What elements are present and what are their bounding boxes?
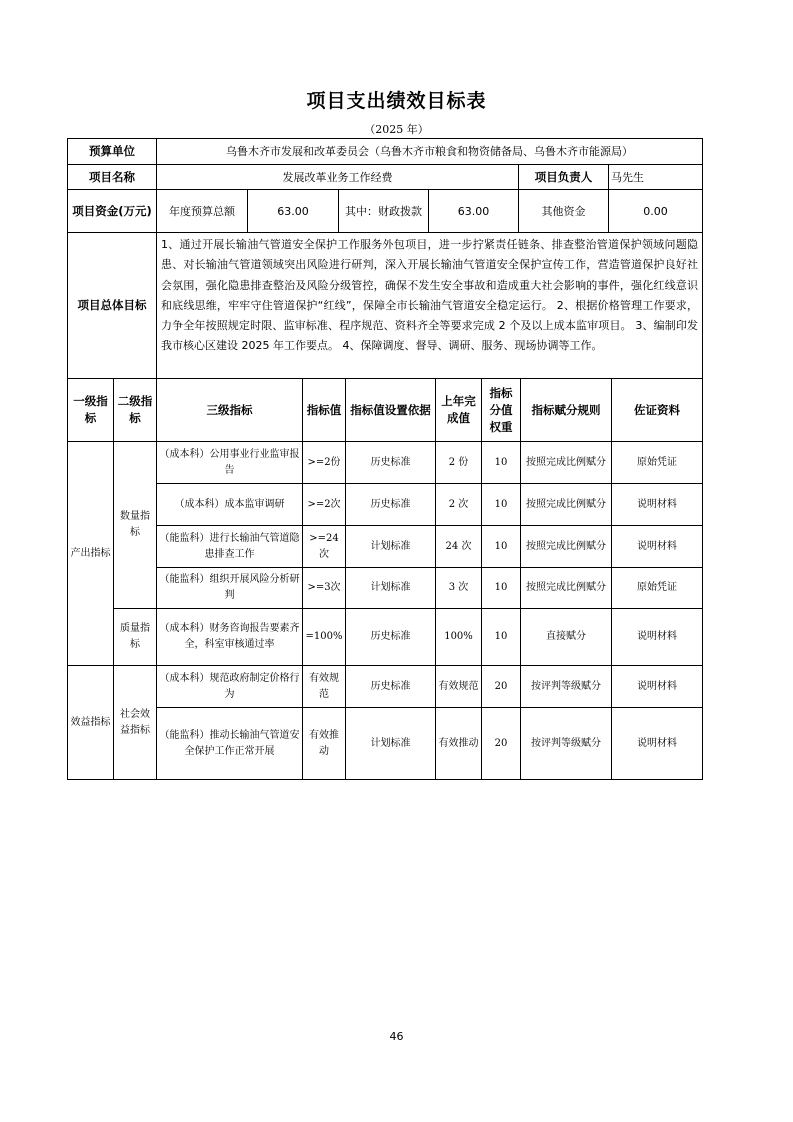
col-last: 上年完成值: [435, 378, 482, 442]
indicator-rule: 按照完成比例赋分: [520, 483, 612, 526]
indicator-evidence: 说明材料: [611, 608, 703, 666]
indicator-rule: 按评判等级赋分: [520, 707, 612, 780]
group-benefit: 效益指标: [67, 665, 114, 780]
indicator-weight: 20: [481, 707, 521, 780]
indicator-name: （能监科）进行长输油气管道隐患排查工作: [156, 525, 303, 568]
group-social: 社会效益指标: [113, 665, 157, 780]
annual-label: 年度预算总额: [156, 189, 248, 233]
indicator-basis: 计划标准: [345, 567, 436, 609]
indicator-evidence: 说明材料: [611, 525, 703, 568]
page-title: 项目支出绩效目标表: [306, 90, 487, 112]
indicator-value: >=2份: [302, 441, 346, 484]
col-level2: 二级指标: [113, 378, 157, 442]
indicator-rule: 按照完成比例赋分: [520, 567, 612, 609]
indicator-evidence: 说明材料: [611, 483, 703, 526]
indicator-basis: 历史标准: [345, 483, 436, 526]
col-evidence: 佐证资料: [611, 378, 703, 442]
fiscal-value: 63.00: [428, 189, 519, 233]
goal-text: 1、通过开展长输油气管道安全保护工作服务外包项目，进一步拧紧责任链条、排查整治管道保护领域问题隐患、对长输油气管道领域突出风险进行研判，深入开展长输油气管道安全保护宣传工作，营造管道保护良好社会氛围，强化隐患排查整治及风险分级管控，确保不发生安全事故和造成重大社会影响的事件，强化红线意识和底线思维，牢牢守住管道保护“红线”，保障全市长输油气管道安全稳定运行。 2、根据价格管理工作要求，力争全年按照规定时限、监审标准、程序规范、资料齐全等要求完成 2 个及以上成本监审项目。 3、编制印发我市核心区建设 2025 年工作要点。 4、保障调度、督导、调研、服务、现场协调等工作。: [156, 232, 703, 379]
indicator-weight: 10: [481, 608, 521, 666]
col-rule: 指标赋分规则: [520, 378, 612, 442]
unit-label: 预算单位: [67, 138, 157, 165]
leader-value: 马先生: [608, 164, 703, 190]
indicator-name: （成本科）成本监审调研: [156, 483, 303, 526]
indicator-name: （成本科）规范政府制定价格行为: [156, 665, 303, 708]
col-basis: 指标值设置依据: [345, 378, 436, 442]
name-value: 发展改革业务工作经费: [156, 164, 519, 190]
col-weight: 指标分值权重: [481, 378, 521, 442]
indicator-name: （成本科）公用事业行业监审报告: [156, 441, 303, 484]
indicator-last: 有效推动: [435, 707, 482, 780]
indicator-evidence: 说明材料: [611, 707, 703, 780]
col-value: 指标值: [302, 378, 346, 442]
indicator-weight: 10: [481, 483, 521, 526]
indicator-rule: 直接赋分: [520, 608, 612, 666]
indicator-weight: 10: [481, 525, 521, 568]
indicator-weight: 10: [481, 567, 521, 609]
indicator-evidence: 原始凭证: [611, 567, 703, 609]
page-number: 46: [389, 1030, 404, 1043]
other-value: 0.00: [608, 189, 703, 233]
other-label: 其他资金: [518, 189, 609, 233]
annual-value: 63.00: [247, 189, 339, 233]
group-quality: 质量指标: [113, 608, 157, 666]
indicator-value: =100%: [302, 608, 346, 666]
indicator-value: >=2次: [302, 483, 346, 526]
indicator-basis: 计划标准: [345, 525, 436, 568]
indicator-value: 有效推动: [302, 707, 346, 780]
name-label: 项目名称: [67, 164, 157, 190]
fund-label: 项目资金(万元): [67, 189, 157, 233]
unit-value: 乌鲁木齐市发展和改革委员会（乌鲁木齐市粮食和物资储备局、乌鲁木齐市能源局）: [156, 138, 703, 165]
indicator-weight: 20: [481, 665, 521, 708]
indicator-basis: 历史标准: [345, 441, 436, 484]
goal-label: 项目总体目标: [67, 232, 157, 379]
fiscal-label: 其中：财政拨款: [338, 189, 429, 233]
indicator-evidence: 原始凭证: [611, 441, 703, 484]
group-output: 产出指标: [67, 441, 114, 666]
indicator-last: 有效规范: [435, 665, 482, 708]
indicator-last: 100%: [435, 608, 482, 666]
indicator-rule: 按评判等级赋分: [520, 665, 612, 708]
leader-label: 项目负责人: [518, 164, 609, 190]
indicator-basis: 历史标准: [345, 665, 436, 708]
indicator-last: 2 份: [435, 441, 482, 484]
indicator-value: >=24次: [302, 525, 346, 568]
indicator-name: （成本科）财务咨询报告要素齐全，科室审核通过率: [156, 608, 303, 666]
indicator-basis: 历史标准: [345, 608, 436, 666]
indicator-weight: 10: [481, 441, 521, 484]
indicator-value: >=3次: [302, 567, 346, 609]
indicator-rule: 按照完成比例赋分: [520, 525, 612, 568]
performance-table: [68, 139, 704, 780]
indicator-value: 有效规范: [302, 665, 346, 708]
group-quantity: 数量指标: [113, 441, 157, 609]
indicator-rule: 按照完成比例赋分: [520, 441, 612, 484]
col-level3: 三级指标: [156, 378, 303, 442]
indicator-evidence: 说明材料: [611, 665, 703, 708]
indicator-name: （能监科）组织开展风险分析研判: [156, 567, 303, 609]
indicator-last: 3 次: [435, 567, 482, 609]
indicator-last: 24 次: [435, 525, 482, 568]
indicator-last: 2 次: [435, 483, 482, 526]
indicator-basis: 计划标准: [345, 707, 436, 780]
col-level1: 一级指标: [67, 378, 114, 442]
year-label: （2025 年）: [364, 123, 429, 136]
indicator-name: （能监科）推动长输油气管道安全保护工作正常开展: [156, 707, 303, 780]
